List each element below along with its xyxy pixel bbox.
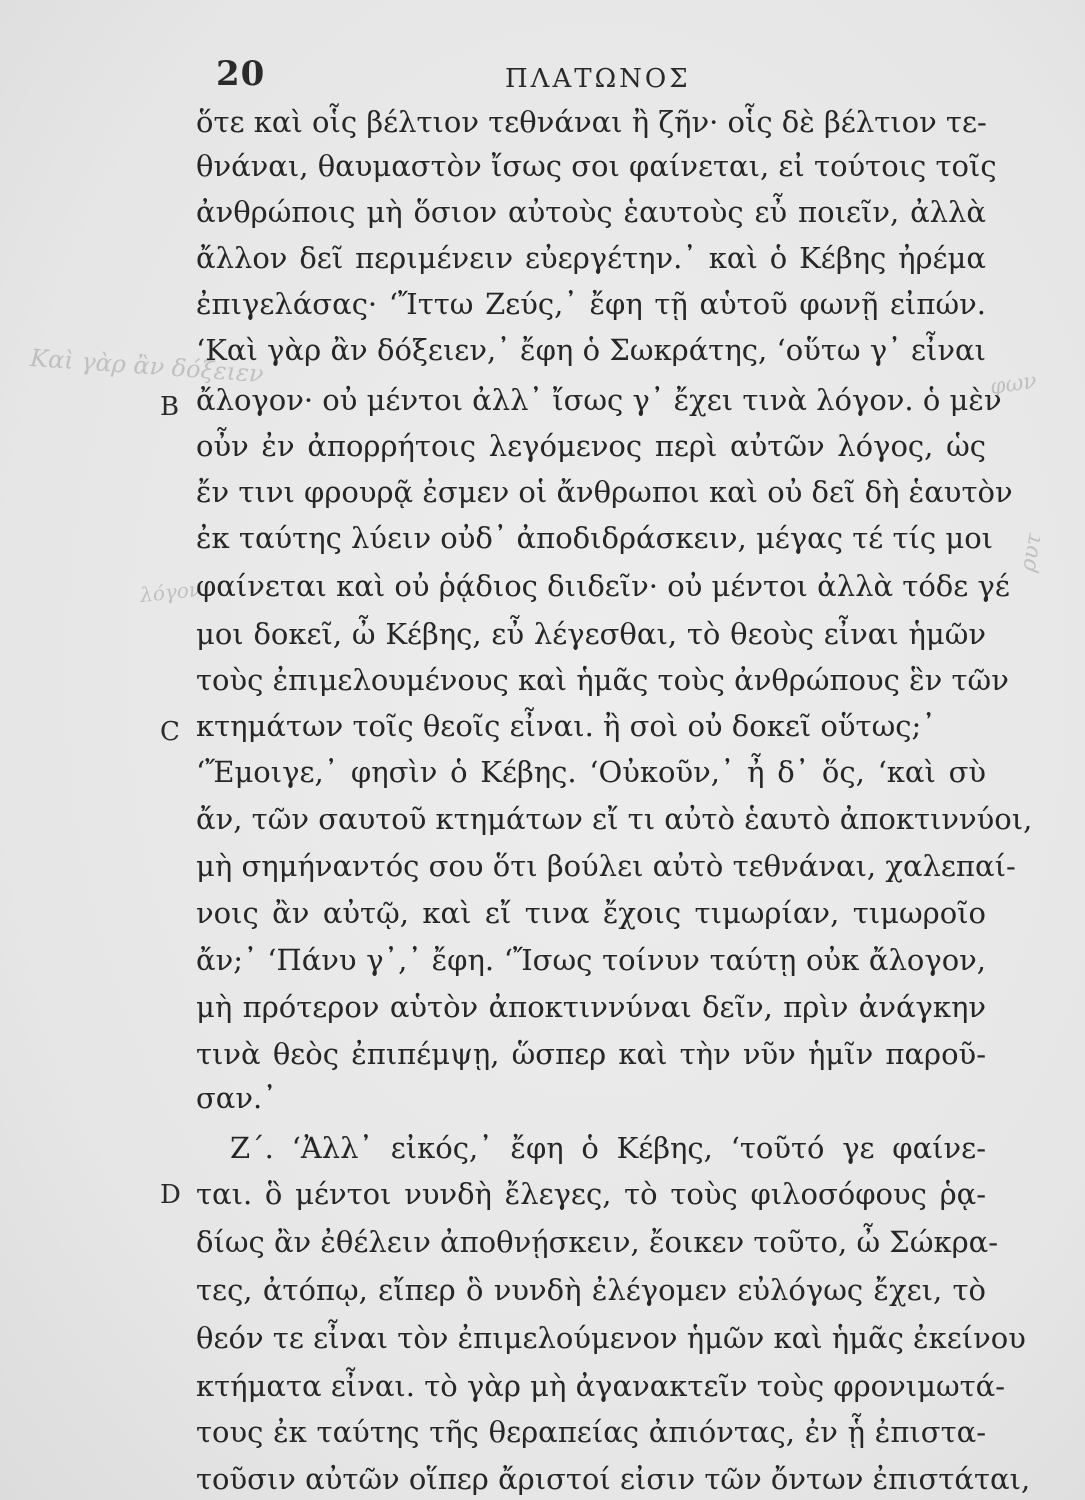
text-line: μὴ πρότερον αὑτὸν ἀποκτιννύναι δεῖν, πρὶν ἀνάγκην	[196, 990, 986, 1024]
text-line: ἐπιγελάσας· ‘Ἴττω Ζεύς,᾿ ἔφη τῇ αὑτοῦ φωνῇ εἰπών.	[196, 287, 986, 321]
page-number: 20	[216, 54, 266, 94]
text-line: ὅτε καὶ οἷς βέλτιον τεθνάναι ἢ ζῆν· οἷς δὲ βέλτιον τε-	[196, 105, 987, 139]
text-line: κτήματα εἶναι. τὸ γὰρ μὴ ἀγανακτεῖν τοὺς φρονιμωτά-	[196, 1369, 1006, 1403]
text-line: τες, ἀτόπῳ, εἴπερ ὃ νυνδὴ ἐλέγομεν εὐλόγως ἔχει, τὸ	[196, 1273, 986, 1307]
text-line: ‘Ἔμοιγε,᾿ φησὶν ὁ Κέβης. ‘Οὐκοῦν,᾿ ἦ δ᾿ ὅς, ‘καὶ σὺ	[196, 755, 986, 789]
running-title: ΠΛΑΤΩΝΟΣ	[505, 64, 691, 94]
text-line: μοι δοκεῖ, ὦ Κέβης, εὖ λέγεσθαι, τὸ θεοὺς εἶναι ἡμῶν	[196, 617, 986, 651]
margin-section-letter: D	[160, 1180, 181, 1210]
text-line: δίως ἂν ἐθέλειν ἀποθνῄσκειν, ἔοικεν τοῦτο, ὦ Σώκρα-	[196, 1225, 999, 1259]
text-line: τοῦσιν αὐτῶν οἵπερ ἄριστοί εἰσιν τῶν ὄντων ἐπιστάται,	[196, 1462, 1031, 1496]
text-line: ἔν τινι φρουρᾷ ἐσμεν οἱ ἄνθρωποι καὶ οὐ δεῖ δὴ ἑαυτὸν	[196, 475, 1013, 509]
pencil-annotation: Καὶ γὰρ ἂν δόξειεν	[29, 343, 265, 389]
text-line: Ζ΄. ‘Ἀλλ᾿ εἰκός,᾿ ἔφη ὁ Κέβης, ‘τοῦτό γε φαίνε-	[230, 1131, 986, 1165]
text-line: ἄν, τῶν σαυτοῦ κτημάτων εἴ τι αὐτὸ ἑαυτὸ ἀποκτιννύοι,	[196, 802, 1033, 836]
margin-section-letter: C	[160, 717, 180, 747]
text-line: ἐκ ταύτης λύειν οὐδ᾿ ἀποδιδράσκειν, μέγας τέ τίς μοι	[196, 521, 994, 555]
text-line: οὖν ἐν ἀπορρήτοις λεγόμενος περὶ αὐτῶν λόγος, ὡς	[196, 429, 986, 463]
text-line: σαν.᾿	[196, 1081, 277, 1115]
text-line: νοις ἂν αὐτῷ, καὶ εἴ τινα ἔχοις τιμωρίαν, τιμωροῖο	[196, 896, 986, 930]
text-line: τοὺς ἐπιμελουμένους καὶ ἡμᾶς τοὺς ἀνθρώπους ἓν τῶν	[196, 663, 1009, 697]
pencil-annotation: ρυτ	[1015, 531, 1047, 574]
text-line: τινὰ θεὸς ἐπιπέμψῃ, ὥσπερ καὶ τὴν νῦν ἡμῖν παροῦ-	[196, 1037, 986, 1071]
text-line: θεόν τε εἶναι τὸν ἐπιμελούμενον ἡμῶν καὶ ἡμᾶς ἐκείνου	[196, 1321, 1026, 1355]
text-line: φαίνεται καὶ οὐ ῥᾴδιος διιδεῖν· οὐ μέντοι ἀλλὰ τόδε γέ	[196, 569, 1010, 603]
text-line: ‘Καὶ γὰρ ἂν δόξειεν,᾿ ἔφη ὁ Σωκράτης, ‘οὕτω γ᾿ εἶναι	[196, 333, 986, 367]
margin-section-letter: B	[160, 392, 180, 422]
text-line: ἀνθρώποις μὴ ὅσιον αὐτοὺς ἑαυτοὺς εὖ ποιεῖν, ἀλλὰ	[196, 195, 986, 229]
text-line: ἄλογον· οὐ μέντοι ἀλλ᾿ ἴσως γ᾿ ἔχει τινὰ λόγον. ὁ μὲν	[196, 383, 1002, 417]
text-line: μὴ σημήναντός σου ὅτι βούλει αὐτὸ τεθνάναι, χαλεπαί-	[196, 849, 1016, 883]
text-line: ται. ὃ μέντοι νυνδὴ ἔλεγες, τὸ τοὺς φιλοσόφους ῥᾳ-	[196, 1177, 986, 1211]
pencil-annotation: λόγον	[138, 576, 202, 608]
text-line: ἄν;᾿ ‘Πάνυ γ᾿,᾿ ἔφη. ‘Ἴσως τοίνυν ταύτῃ οὐκ ἄλογον,	[196, 943, 986, 977]
text-line: κτημάτων τοῖς θεοῖς εἶναι. ἢ σοὶ οὐ δοκεῖ οὕτως;᾿	[196, 709, 936, 743]
text-line: θνάναι, θαυμαστὸν ἴσως σοι φαίνεται, εἰ τούτοις τοῖς	[196, 149, 997, 183]
text-line: τους ἐκ ταύτης τῆς θεραπείας ἀπιόντας, ἐν ᾗ ἐπιστα-	[196, 1415, 986, 1449]
text-line: ἄλλον δεῖ περιμένειν εὐεργέτην.᾿ καὶ ὁ Κέβης ἠρέμα	[196, 241, 986, 275]
pencil-annotation: φων	[988, 368, 1039, 401]
